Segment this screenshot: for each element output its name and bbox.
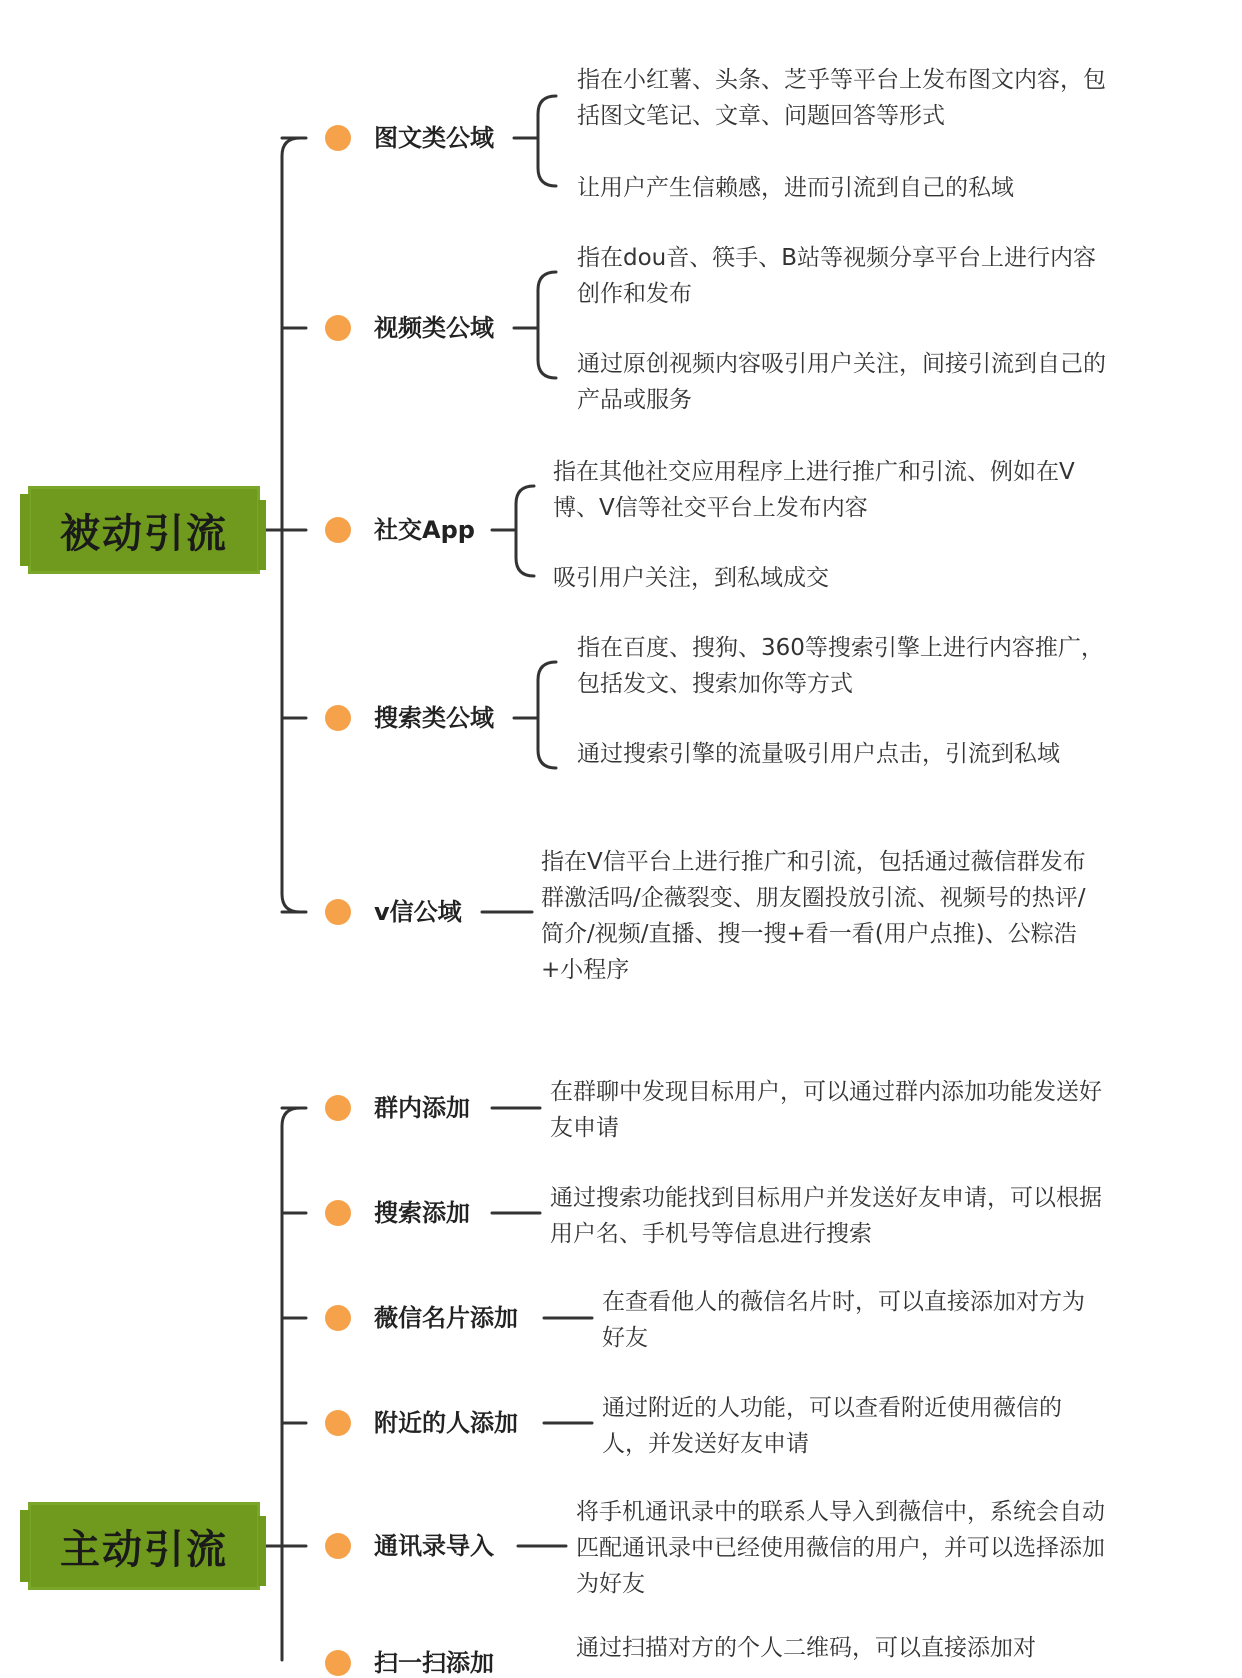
detail-text: 通过搜索引擎的流量吸引用户点击，引流到私域 [577, 741, 1060, 767]
branch-label: 搜索类公域 [374, 704, 494, 732]
branch-label: v信公域 [374, 898, 462, 926]
branch-label: 群内添加 [374, 1094, 470, 1122]
root-label: 被动引流 [60, 510, 228, 557]
branch-label: 视频类公域 [374, 314, 494, 342]
detail-text: 指在小红薯、头条、芝乎等平台上发布图文内容，包括图文笔记、文章、问题回答等形式 [577, 67, 1106, 129]
branch-label: 搜索添加 [374, 1199, 470, 1227]
branch-label: 图文类公域 [374, 124, 494, 152]
bullet-dot-icon [325, 517, 351, 543]
root-node-active [28, 1502, 260, 1590]
detail-text: 指在百度、搜狗、360等搜索引擎上进行内容推广，包括发文、搜索加你等方式 [577, 635, 1104, 697]
detail-text: 通过附近的人功能，可以查看附近使用薇信的人，并发送好友申请 [602, 1395, 1062, 1457]
bullet-dot-icon [325, 1200, 351, 1226]
branch-label: 社交App [374, 516, 475, 544]
detail-text: 在查看他人的薇信名片时，可以直接添加对方为好友 [602, 1289, 1085, 1351]
bullet-dot-icon [325, 705, 351, 731]
detail-text: 吸引用户关注，到私域成交 [553, 565, 829, 591]
detail-text: 通过扫描对方的个人二维码，可以直接添加对 [576, 1635, 1036, 1661]
branch-label: 扫一扫添加 [374, 1649, 494, 1677]
root-label: 主动引流 [60, 1526, 228, 1573]
detail-text: 指在dou音、筷手、B站等视频分享平台上进行内容创作和发布 [577, 245, 1097, 307]
root-node-passive [28, 486, 260, 574]
detail-text: 通过搜索功能找到目标用户并发送好友申请，可以根据用户名、手机号等信息进行搜索 [550, 1185, 1102, 1247]
bullet-dot-icon [325, 899, 351, 925]
bullet-dot-icon [325, 1533, 351, 1559]
branch-label: 通讯录导入 [374, 1532, 494, 1560]
bullet-dot-icon [325, 1305, 351, 1331]
branch-label: 薇信名片添加 [374, 1304, 518, 1332]
detail-text: 在群聊中发现目标用户，可以通过群内添加功能发送好友申请 [550, 1079, 1102, 1141]
bullet-dot-icon [325, 125, 351, 151]
detail-text: 将手机通讯录中的联系人导入到薇信中，系统会自动匹配通讯录中已经使用薇信的用户，并可以选择添加为好友 [576, 1499, 1105, 1597]
bullet-dot-icon [325, 1095, 351, 1121]
bullet-dot-icon [325, 315, 351, 341]
bullet-dot-icon [325, 1410, 351, 1436]
bullet-dot-icon [325, 1650, 351, 1676]
detail-text: 指在V信平台上进行推广和引流，包括通过薇信群发布群激活吗/企薇裂变、朋友圈投放引流、视频号的热评/简介/视频/直播、搜一搜+看一看(用户点推)、公粽浩+小程序 [541, 849, 1086, 983]
detail-text: 指在其他社交应用程序上进行推广和引流、例如在V博、V信等社交平台上发布内容 [553, 459, 1075, 521]
branch-label: 附近的人添加 [374, 1409, 518, 1437]
detail-text: 通过原创视频内容吸引用户关注，间接引流到自己的产品或服务 [577, 351, 1106, 413]
detail-text: 让用户产生信赖感，进而引流到自己的私域 [577, 175, 1014, 201]
